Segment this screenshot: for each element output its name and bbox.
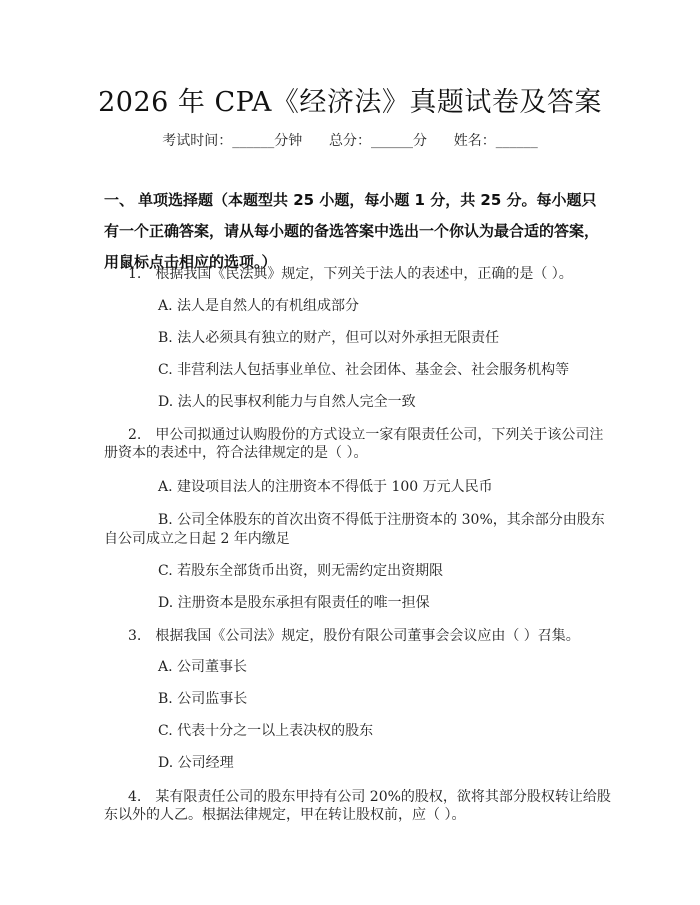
question-1-option-b[interactable]: B. 法人必须具有独立的财产，但可以对外承担无限责任 — [158, 330, 500, 346]
exam-info-line: 考试时间：______分钟 总分：______分 姓名：______ — [162, 133, 538, 149]
question-2-stem-line-1: 2. 甲公司拟通过认购股份的方式设立一家有限责任公司，下列关于该公司注 — [128, 427, 604, 443]
question-3-stem: 3. 根据我国《公司法》规定，股份有限公司董事会会议应由（ ）召集。 — [128, 628, 580, 644]
question-3-option-d[interactable]: D. 公司经理 — [158, 755, 234, 771]
question-2-option-c[interactable]: C. 若股东全部货币出资，则无需约定出资期限 — [158, 563, 444, 579]
page-title: 2026 年 CPA《经济法》真题试卷及答案 — [98, 87, 602, 118]
question-1-option-a[interactable]: A. 法人是自然人的有机组成部分 — [158, 298, 360, 314]
question-2-stem-line-2: 册资本的表述中，符合法律规定的是（ ）。 — [104, 445, 368, 461]
question-1-option-c[interactable]: C. 非营利法人包括事业单位、社会团体、基金会、社会服务机构等 — [158, 362, 570, 378]
question-3-option-a[interactable]: A. 公司董事长 — [158, 659, 248, 675]
question-4-stem-line-2: 东以外的人乙。根据法律规定，甲在转让股权前，应（ ）。 — [104, 807, 466, 823]
question-2-option-b-line-2[interactable]: 自公司成立之日起 2 年内缴足 — [104, 531, 290, 547]
question-3-option-b[interactable]: B. 公司监事长 — [158, 691, 248, 707]
section-number: 一、 — [104, 191, 135, 209]
question-4-stem-line-1: 4. 某有限责任公司的股东甲持有公司 20%的股权，欲将其部分股权转让给股 — [128, 789, 611, 805]
question-2-option-a[interactable]: A. 建设项目法人的注册资本不得低于 100 万元人民币 — [158, 479, 493, 495]
question-3-option-c[interactable]: C. 代表十分之一以上表决权的股东 — [158, 723, 374, 739]
question-2-option-b-line-1[interactable]: B. 公司全体股东的首次出资不得低于注册资本的 30%，其余部分由股东 — [158, 512, 605, 528]
section-instructions: 单项选择题（本题型共 25 小题，每小题 1 分，共 25 分。每小题只有一个正确答案，请从每小题的备选答案中选出一个你认为最合适的答案，用鼠标点击相应的选项。） — [104, 191, 600, 271]
question-2-option-d[interactable]: D. 注册资本是股东承担有限责任的唯一担保 — [158, 595, 430, 611]
question-1-option-d[interactable]: D. 法人的民事权利能力与自然人完全一致 — [158, 394, 416, 410]
question-1-stem: 1. 根据我国《民法典》规定，下列关于法人的表述中，正确的是（ ）。 — [128, 266, 573, 282]
